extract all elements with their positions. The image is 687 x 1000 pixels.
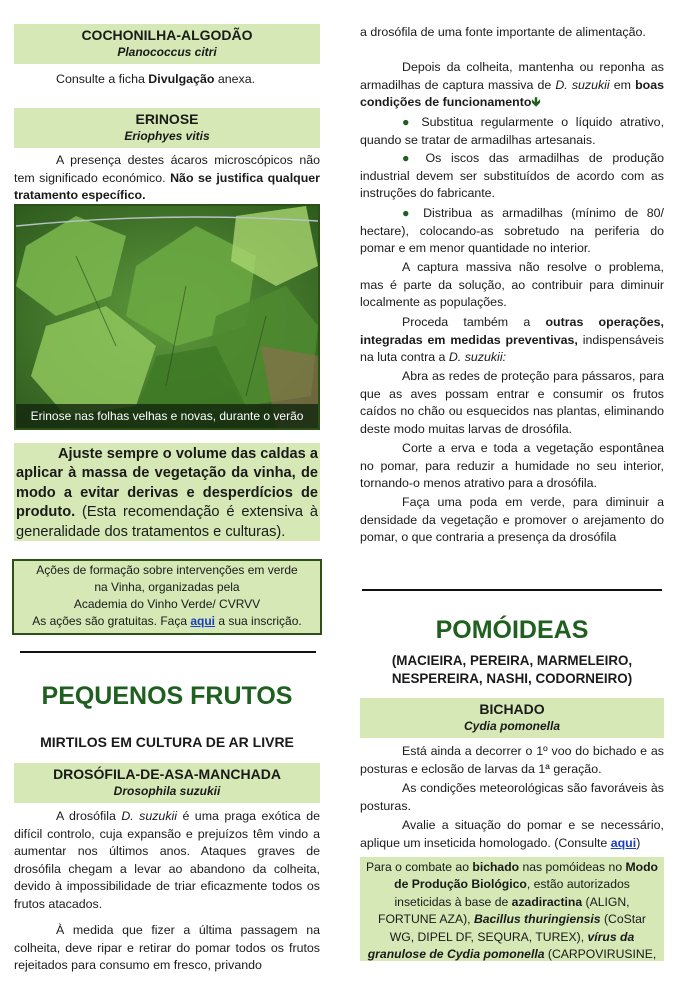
bichado-species: Cydia pomonella	[463, 719, 561, 733]
bichado-p3: Avalie a situação do pomar e se necessário, aplique um inseticida homologado. (Consulte aqui)	[360, 818, 664, 850]
right-p4: Proceda também a outras operações, integradas em medidas preventivas, indispensáveis na luta contra a D. suzukii:	[360, 315, 664, 365]
right-p1: a drosófila de uma fonte importante de alimentação.	[360, 25, 646, 39]
training-line2: na Vinha, organizadas pela	[94, 580, 240, 594]
bullet-1: ● Substitua regularmente o líquido atrativo, quando se tratar de armadilhas artesanais.	[360, 115, 665, 147]
erinose-title: ERINOSE	[135, 111, 199, 127]
cochonilha-species: Planococcus citri	[117, 45, 217, 59]
bullet-icon: ●	[402, 151, 416, 165]
bullet-icon: ●	[402, 115, 414, 129]
bichado-title: BICHADO	[479, 701, 545, 717]
photo-caption: Erinose nas folhas velhas e novas, durante o verão	[16, 404, 318, 428]
drosofila-title: DROSÓFILA-DE-ASA-MANCHADA	[53, 766, 281, 782]
right-p6: Corte a erva e toda a vegetação espontânea no pomar, para reduzir a humidade no seu interior, tornando-o menos atrativo para a drosófila.	[360, 441, 664, 491]
training-box	[12, 559, 322, 635]
mirtilos-subtitle: MIRTILOS EM CULTURA DE AR LIVRE	[40, 734, 294, 750]
pomoideas-title: POMÓIDEAS	[435, 616, 589, 644]
pomoideas-subtitle: (MACIEIRA, PEREIRA, MARMELEIRO, NESPEREIRA, NASHI, CODORNEIRO)	[391, 653, 633, 686]
drosofila-header	[14, 763, 320, 803]
right-p3: A captura massiva não resolve o problema, mas é parte da solução, ao contribuir para diminuir localmente as populações.	[360, 260, 664, 310]
drosofila-p2: À medida que fizer a última passagem na colheita, deve ripar e retirar do pomar todos os frutos rejeitados para consumo em fresco, privando	[14, 923, 320, 973]
right-p5: Abra as redes de proteção para pássaros, para que as aves possam entrar e consumir os frutos caídos no chão ou esquecidos nas plantas, eliminando deste modo muitas larvas de drosófila.	[360, 369, 664, 436]
right-divider	[362, 589, 662, 591]
inseticida-link[interactable]: aqui	[610, 835, 637, 850]
training-line1: Ações de formação sobre intervenções em verde	[36, 563, 298, 577]
cochonilha-header	[14, 24, 320, 64]
advice-text: Ajuste sempre o volume das caldas a aplicar à massa de vegetação da vinha, de modo a evitar derivas e desperdícios de produto. (Esta recomendação é extensiva à generalidade dos tratamentos e culturas).	[16, 446, 318, 540]
right-p2: Depois da colheita, mantenha ou reponha as armadilhas de captura massiva de D. suzukii em boas condições de funcionamento🡻	[360, 60, 664, 110]
cochonilha-text: Consulte a ficha Divulgação anexa.	[56, 72, 256, 86]
drosofila-p1: A drosófila D. suzukii é uma praga exótica de difícil controlo, cuja expansão e prejuízos têm vindo a aumentar nos últimos anos. Ataques graves de drosófila chegam a levar ao abandono da colheita, devido à impossibilidade de triar eficazmente todos os frutos atacados.	[14, 809, 320, 911]
bio-box	[360, 857, 664, 961]
erinose-header	[14, 108, 320, 148]
drosofila-species: Drosophila suzukii	[113, 784, 221, 798]
bio-text: Para o combate ao bichado nas pomóideas no Modo de Produção Biológico, estão autorizados inseticidas à base de azadiractina (ALIGN, FORTUNE AZA), Bacillus thuringiensis (CoStar WG, DIPEL DF, SEQURA, TUREX), vírus da granulose de Cydia pomonella (CARPOVIRUSINE,	[366, 860, 658, 962]
erinose-text: A presença destes ácaros microscópicos não tem significado económico. Não se justifica qualquer tratamento específico.	[14, 153, 320, 203]
left-divider	[20, 651, 316, 653]
erinose-species: Eriophyes vitis	[124, 129, 210, 143]
vine-leaves-image	[16, 206, 318, 428]
training-line3: Academia do Vinho Verde/ CVRVV	[73, 597, 261, 611]
pequenos-frutos-title: PEQUENOS FRUTOS	[41, 682, 293, 710]
arrow-down-icon: 🡻	[531, 95, 541, 110]
cochonilha-title: COCHONILHA-ALGODÃO	[81, 27, 253, 43]
bullet-icon: ●	[402, 206, 415, 220]
registration-link[interactable]: aqui	[190, 614, 216, 628]
bichado-p1: Está ainda a decorrer o 1º voo do bichado e as posturas e eclosão de larvas da 1ª geração.	[360, 744, 664, 776]
bullet-3: ● Distribua as armadilhas (mínimo de 80/ hectare), colocando-as sobretudo na periferia do pomar e em menor quantidade no interior.	[360, 206, 664, 256]
bichado-header	[360, 698, 664, 738]
bichado-p2: As condições meteorológicas são favoráveis às posturas.	[360, 781, 664, 813]
bullet-2: ● Os iscos das armadilhas de produção industrial devem ser substituídos de acordo com as instruções do fabricante.	[360, 151, 664, 201]
right-p7: Faça uma poda em verde, para diminuir a densidade da vegetação e promover o arejamento do pomar, o que contraria a presença da drosófila	[360, 495, 664, 545]
erinose-photo	[14, 204, 320, 430]
advice-box	[14, 443, 320, 541]
training-line4: As ações são gratuitas. Faça aqui a sua inscrição.	[32, 614, 302, 628]
